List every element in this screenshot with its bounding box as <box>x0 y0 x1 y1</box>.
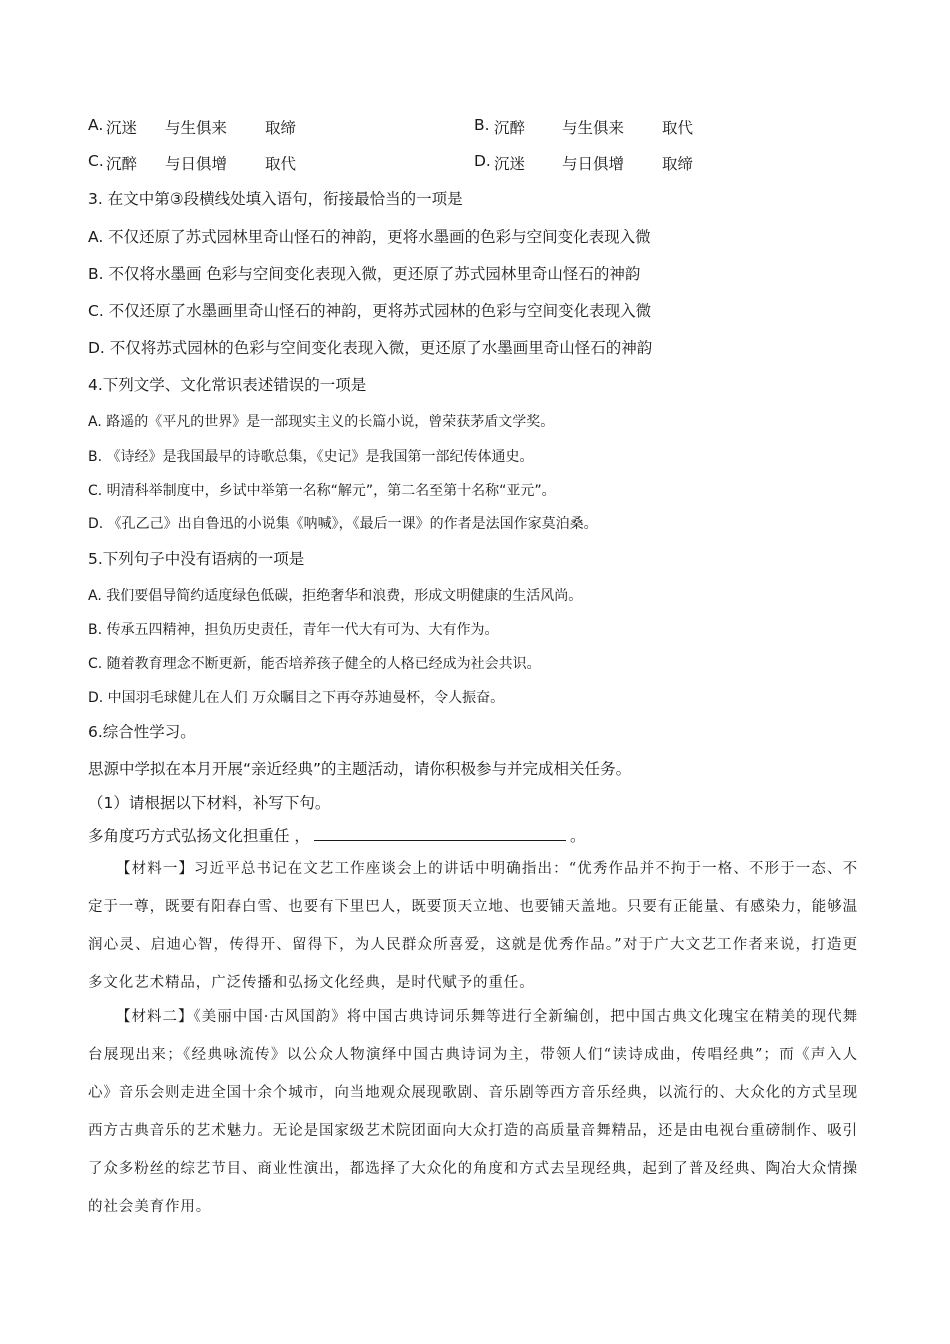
q4-option-b: B. 《诗经》是我国最早的诗歌总集，《史记》是我国第一部纪传体通史。 <box>88 449 534 465</box>
option-word-3: 取缔 <box>662 155 694 173</box>
q2-options-row-2 <box>88 152 888 174</box>
option-word-2: 与日俱增 <box>165 155 228 173</box>
option-word-1: 沉迷 <box>106 119 138 137</box>
q3-option-a: A. 不仅还原了苏式园林里奇山怪石的神韵，更将水墨画的色彩与空间变化表现入微 <box>88 228 651 246</box>
q6-sub-question-1: （1）请根据以下材料，补写下句。 <box>88 794 331 812</box>
material-two-paragraph: 【材料二】《美丽中国·古风国韵》将中国古典诗词乐舞等进行全新编创，把中国古典文化瑰宝在精美的现代舞台展现出来；《经典咏流传》以公众人物演绎中国古典诗词为主，带领人们“读诗成曲，传唱经典”；而《声入人心》音乐会则走进全国十余个城市，向当地观众展现歌剧、音乐剧等西方音乐经典，以流行的、大众化的方式呈现西方古典音乐的艺术魅力。无论是国家级艺术院团面向大众打造的高质量音舞精品，还是由电视台重磅制作、吸引了众多粉丝的综艺节目、商业性演出，都选择了大众化的角度和方式去呈现经典，起到了普及经典、陶冶大众情操的社会美育作用。 <box>88 1009 858 1215</box>
fill-prefix: 多角度巧方式弘扬文化担重任 ， <box>88 827 310 845</box>
option-word-1: 沉醉 <box>106 155 138 173</box>
answer-blank[interactable] <box>314 826 566 841</box>
q5-stem: 5.下列句子中没有语病的一项是 <box>88 550 305 568</box>
q4-option-c: C. 明清科举制度中，乡试中举第一名称“解元”，第二名至第十名称“亚元”。 <box>88 483 556 499</box>
option-label: A. <box>88 116 104 134</box>
option-word-2: 与日俱增 <box>562 155 625 173</box>
option-word-3: 取代 <box>265 155 297 173</box>
q3-option-b: B. 不仅将水墨画 色彩与空间变化表现入微，更还原了苏式园林里奇山怪石的神韵 <box>88 265 641 283</box>
option-word-1: 沉迷 <box>494 155 526 173</box>
q6-intro: 思源中学拟在本月开展“亲近经典”的主题活动，请你积极参与并完成相关任务。 <box>88 760 632 778</box>
option-word-3: 取缔 <box>265 119 297 137</box>
option-label: D. <box>474 152 491 170</box>
option-word-2: 与生俱来 <box>562 119 625 137</box>
option-word-3: 取代 <box>662 119 694 137</box>
q2-options-row-1 <box>88 116 888 138</box>
q5-option-a: A. 我们要倡导简约适度绿色低碳，拒绝奢华和浪费，形成文明健康的生活风尚。 <box>88 588 583 604</box>
q3-option-d: D. 不仅将苏式园林的色彩与空间变化表现入微，更还原了水墨画里奇山怪石的神韵 <box>88 339 653 357</box>
q5-option-c: C. 随着教育理念不断更新，能否培养孩子健全的人格已经成为社会共识。 <box>88 656 541 672</box>
material-one-paragraph: 【材料一】习近平总书记在文艺工作座谈会上的讲话中明确指出：“优秀作品并不拘于一格、不形于一态、不定于一尊，既要有阳春白雪、也要有下里巴人，既要顶天立地、也要铺天盖地。只要有正能量、有感染力，能够温润心灵、启迪心智，传得开、留得下，为人民群众所喜爱，这就是优秀作品。”对于广大文艺工作者来说，打造更多文化艺术精品，广泛传播和弘扬文化经典，是时代赋予的重任。 <box>88 861 858 991</box>
q4-option-a: A. 路遥的《平凡的世界》是一部现实主义的长篇小说，曾荣获茅盾文学奖。 <box>88 414 555 430</box>
fill-suffix: 。 <box>569 827 586 845</box>
q5-option-d: D. 中国羽毛球健儿在人们 万众瞩目之下再夺苏迪曼杯，令人振奋。 <box>88 690 505 706</box>
option-label: B. <box>474 116 490 134</box>
q3-stem: 3. 在文中第③段横线处填入语句，衔接最恰当的一项是 <box>88 190 463 208</box>
q3-option-c: C. 不仅还原了水墨画里奇山怪石的神韵，更将苏式园林的色彩与空间变化表现入微 <box>88 302 652 320</box>
option-word-2: 与生俱来 <box>165 119 228 137</box>
q6-stem: 6.综合性学习。 <box>88 723 196 741</box>
option-word-1: 沉醉 <box>494 119 526 137</box>
q4-stem: 4.下列文学、文化常识表述错误的一项是 <box>88 376 367 394</box>
q4-option-d: D. 《孔乙己》出自鲁迅的小说集《呐喊》，《最后一课》的作者是法国作家莫泊桑。 <box>88 516 598 532</box>
q6-fill-line <box>88 826 585 846</box>
option-label: C. <box>88 152 104 170</box>
q5-option-b: B. 传承五四精神，担负历史责任，青年一代大有可为、大有作为。 <box>88 622 499 638</box>
